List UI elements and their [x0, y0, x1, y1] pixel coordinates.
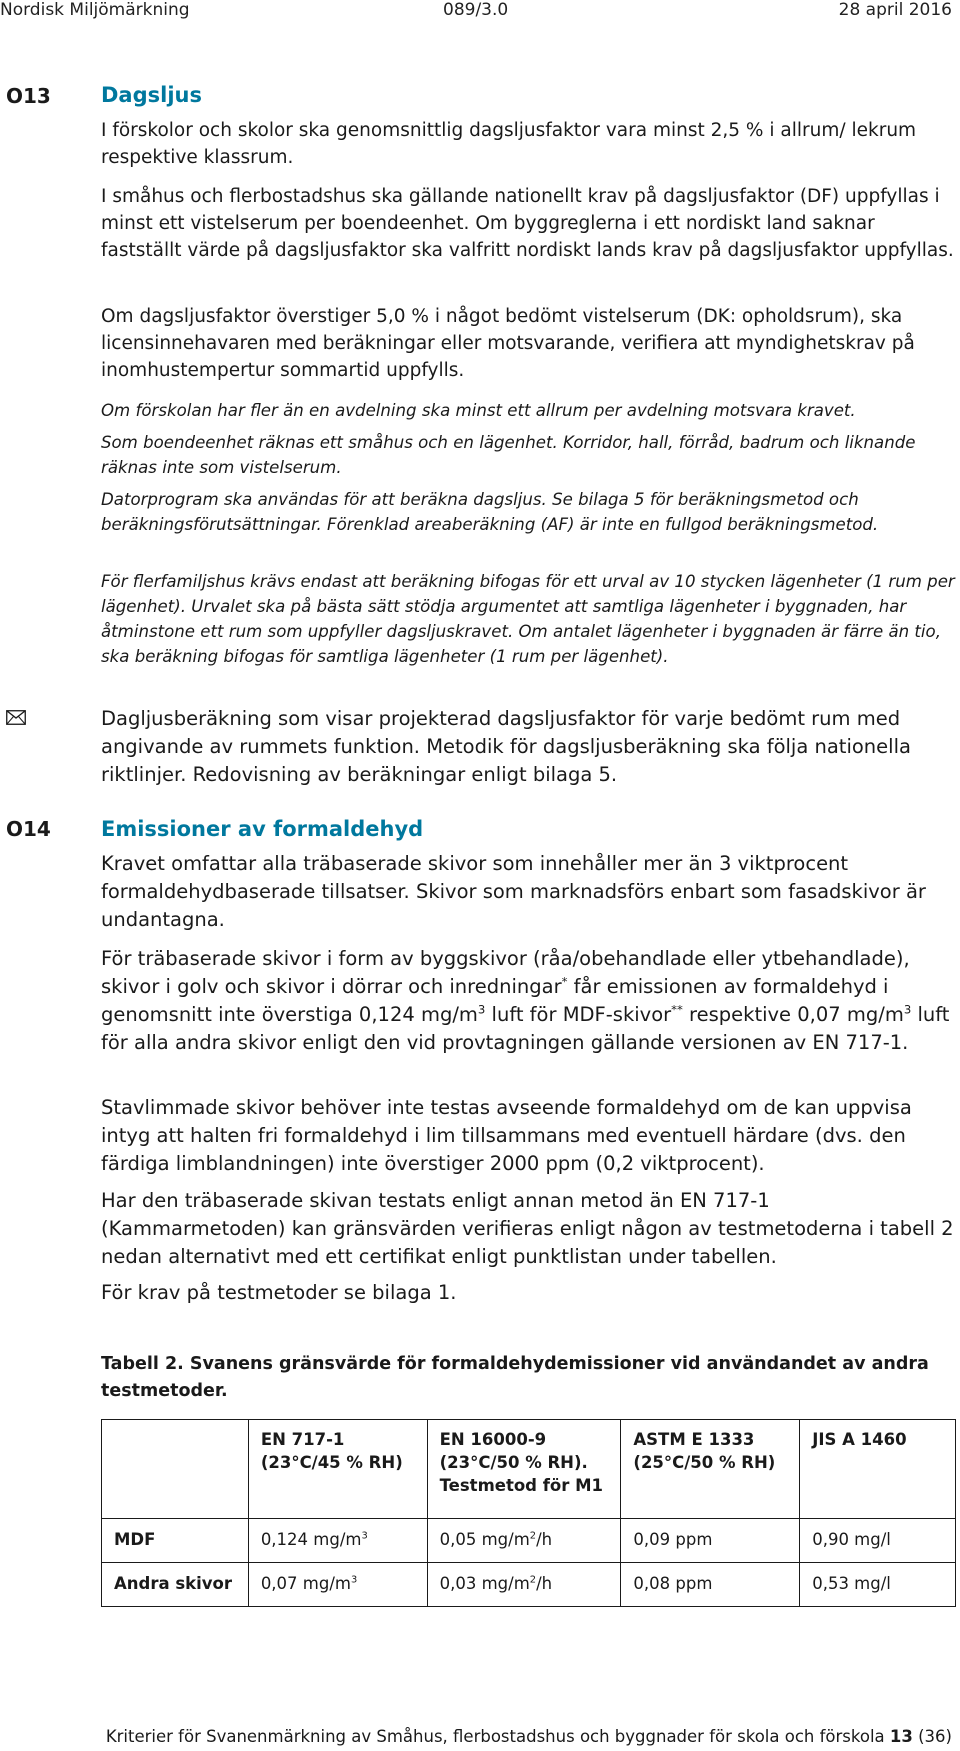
footer-title: Kriterier för Svanenmärkning av Småhus, flerbostadshus och byggnader för skola och förskola	[105, 1727, 885, 1746]
o14-p2-text-c: luft för MDF-skivor	[485, 1003, 672, 1026]
o13-paragraph-3: Om dagsljusfaktor överstiger 5,0 % i något bedömt vistelserum (DK: opholdsrum), ska licensinnehavaren med beräkningar eller motsvarande, verifiera att myndighetskrav på inomhustempertur sommartid uppfylls.	[101, 306, 915, 381]
footer-page-total: (36)	[918, 1727, 952, 1746]
table-column-header: EN 717-1 (23°C/45 % RH)	[248, 1420, 427, 1519]
table-cell: 0,03 $mg/m^2/h$	[427, 1563, 621, 1607]
requirement-code-o14: O14	[6, 817, 51, 841]
header-organization: Nordisk Miljömärkning	[0, 0, 190, 20]
o14-paragraph-2	[101, 945, 956, 1057]
table-corner-cell	[102, 1420, 249, 1519]
table-row-header: Andra skivor	[102, 1563, 249, 1607]
o13-documentation: Dagljusberäkning som visar projekterad dagsljusfaktor för varje bedömt rum med angivande av rummets funktion. Metodik för dagsljusberäkning ska följa nationella riktlinjer. Redovisning av beräkningar enligt bilaga 5.	[101, 707, 911, 786]
o14-p2-text-e: luft för alla andra skivor enligt den vid provtagningen gällande versionen av EN 717-1.	[101, 1003, 950, 1054]
table-caption: Tabell 2. Svanens gränsvärde för formaldehydemissioner vid användandet av andra testmetoder.	[101, 1354, 929, 1401]
table-header-row	[102, 1420, 956, 1519]
table-cell: 0,53 mg/l	[800, 1563, 956, 1607]
table-row-header: MDF	[102, 1519, 249, 1563]
o13-paragraph-1: I förskolor och skolor ska genomsnittlig dagsljusfaktor vara minst 2,5 % i allrum/ lekrum respektive klassrum.	[101, 120, 917, 168]
o14-p2-text-b: får emissionen av formaldehyd i genomsnitt inte överstiga 0,124 mg/m	[101, 975, 889, 1026]
table-row	[102, 1519, 956, 1563]
footer-page-number: 13	[889, 1727, 913, 1746]
requirement-title-o14: Emissioner av formaldehyd	[101, 817, 424, 841]
o14-paragraph-4: Har den träbaserade skivan testats enligt annan metod än EN 717-1 (Kammarmetoden) kan gränsvärden verifieras enligt någon av testmetoderna i tabell 2 nedan alternativt med ett certifikat enligt punktlistan under tabellen.	[101, 1189, 954, 1268]
o14-paragraph-1: Kravet omfattar alla träbaserade skivor som innehåller mer än 3 viktprocent formaldehydbaserade tillsatser. Skivor som marknadsförs enbart som fasadskivor är undantagna.	[101, 852, 926, 931]
table-cell: 0,90 mg/l	[800, 1519, 956, 1563]
table-column-header: JIS A 1460	[800, 1420, 956, 1519]
o14-p2-unit-exponent-2: 3	[903, 1002, 912, 1017]
o13-paragraph-2: I småhus och flerbostadshus ska gällande nationellt krav på dagsljusfaktor (DF) uppfyllas i minst ett vistelserum per boendeenhet. Om byggreglerna i ett nordiskt land saknar fastställt värde på dagsljusfaktor ska valfritt nordiskt lands krav på dagsljusfaktor uppfyllas.	[101, 186, 954, 261]
formaldehyde-limit-table	[101, 1419, 956, 1607]
requirement-code-o13: O13	[6, 84, 51, 108]
o13-note-1: Om förskolan har fler än en avdelning ska minst ett allrum per avdelning motsvara kravet.	[101, 401, 856, 420]
header-document-number: 089/3.0	[443, 0, 509, 20]
table-cell: 0,07 $mg/m^3$	[248, 1563, 427, 1607]
table-row	[102, 1563, 956, 1607]
requirement-title-o13: Dagsljus	[101, 83, 202, 107]
o14-p2-footnote-1: *	[561, 974, 568, 989]
o14-paragraph-5: För krav på testmetoder se bilaga 1.	[101, 1281, 457, 1304]
table-cell: 0,08 ppm	[621, 1563, 800, 1607]
o13-note-3: Datorprogram ska användas för att beräkna dagsljus. Se bilaga 5 för beräkningsmetod och beräkningsförutsättningar. Förenklad areaberäkning (AF) är inte en fullgod beräkningsmetod.	[101, 490, 879, 534]
o14-p2-text-d: respektive 0,07 mg/m	[682, 1003, 904, 1026]
o13-note-4: För flerfamiljshus krävs endast att beräkning bifogas för ett urval av 10 stycken lägenheter (1 rum per lägenhet). Urvalet ska på bästa sätt stödja argumentet att samtliga lägenheter i byggnaden, har åtminstone ett rum som uppfyller dagsljuskravet. Om antalet lägenheter i byggnaden är färre än tio, ska beräkning bifogas för samtliga lägenheter (1 rum per lägenhet).	[101, 572, 955, 666]
o14-p2-text-a: För träbaserade skivor i form av byggskivor (råa/obehandlade eller ytbehandlade), skivor i golv och skivor i dörrar och inredningar	[101, 947, 910, 998]
o14-paragraph-3: Stavlimmade skivor behöver inte testas avseende formaldehyd om de kan uppvisa intyg att halten fri formaldehyd i lim tillsammans med eventuell härdare (dvs. den färdiga limblandningen) inte överstiger 2000 ppm (0,2 viktprocent).	[101, 1096, 912, 1175]
envelope-icon	[6, 710, 26, 725]
table-cell: 0,09 ppm	[621, 1519, 800, 1563]
header-date: 28 april 2016	[838, 0, 952, 20]
table-cell: 0,124 $mg/m^3$	[248, 1519, 427, 1563]
o13-note-2: Som boendeenhet räknas ett småhus och en lägenhet. Korridor, hall, förråd, badrum och liknande räknas inte som vistelserum.	[101, 433, 916, 477]
table-column-header: ASTM E 1333 (25°C/50 % RH)	[621, 1420, 800, 1519]
page-footer	[106, 1727, 952, 1746]
o14-p2-unit-exponent-1: 3	[477, 1002, 486, 1017]
table-cell: 0,05 $mg/m^2/h$	[427, 1519, 621, 1563]
table-column-header: EN 16000-9 (23°C/50 % RH). Testmetod för M1	[427, 1420, 621, 1519]
page-header	[0, 0, 960, 22]
o14-p2-footnote-2: **	[671, 1002, 683, 1017]
